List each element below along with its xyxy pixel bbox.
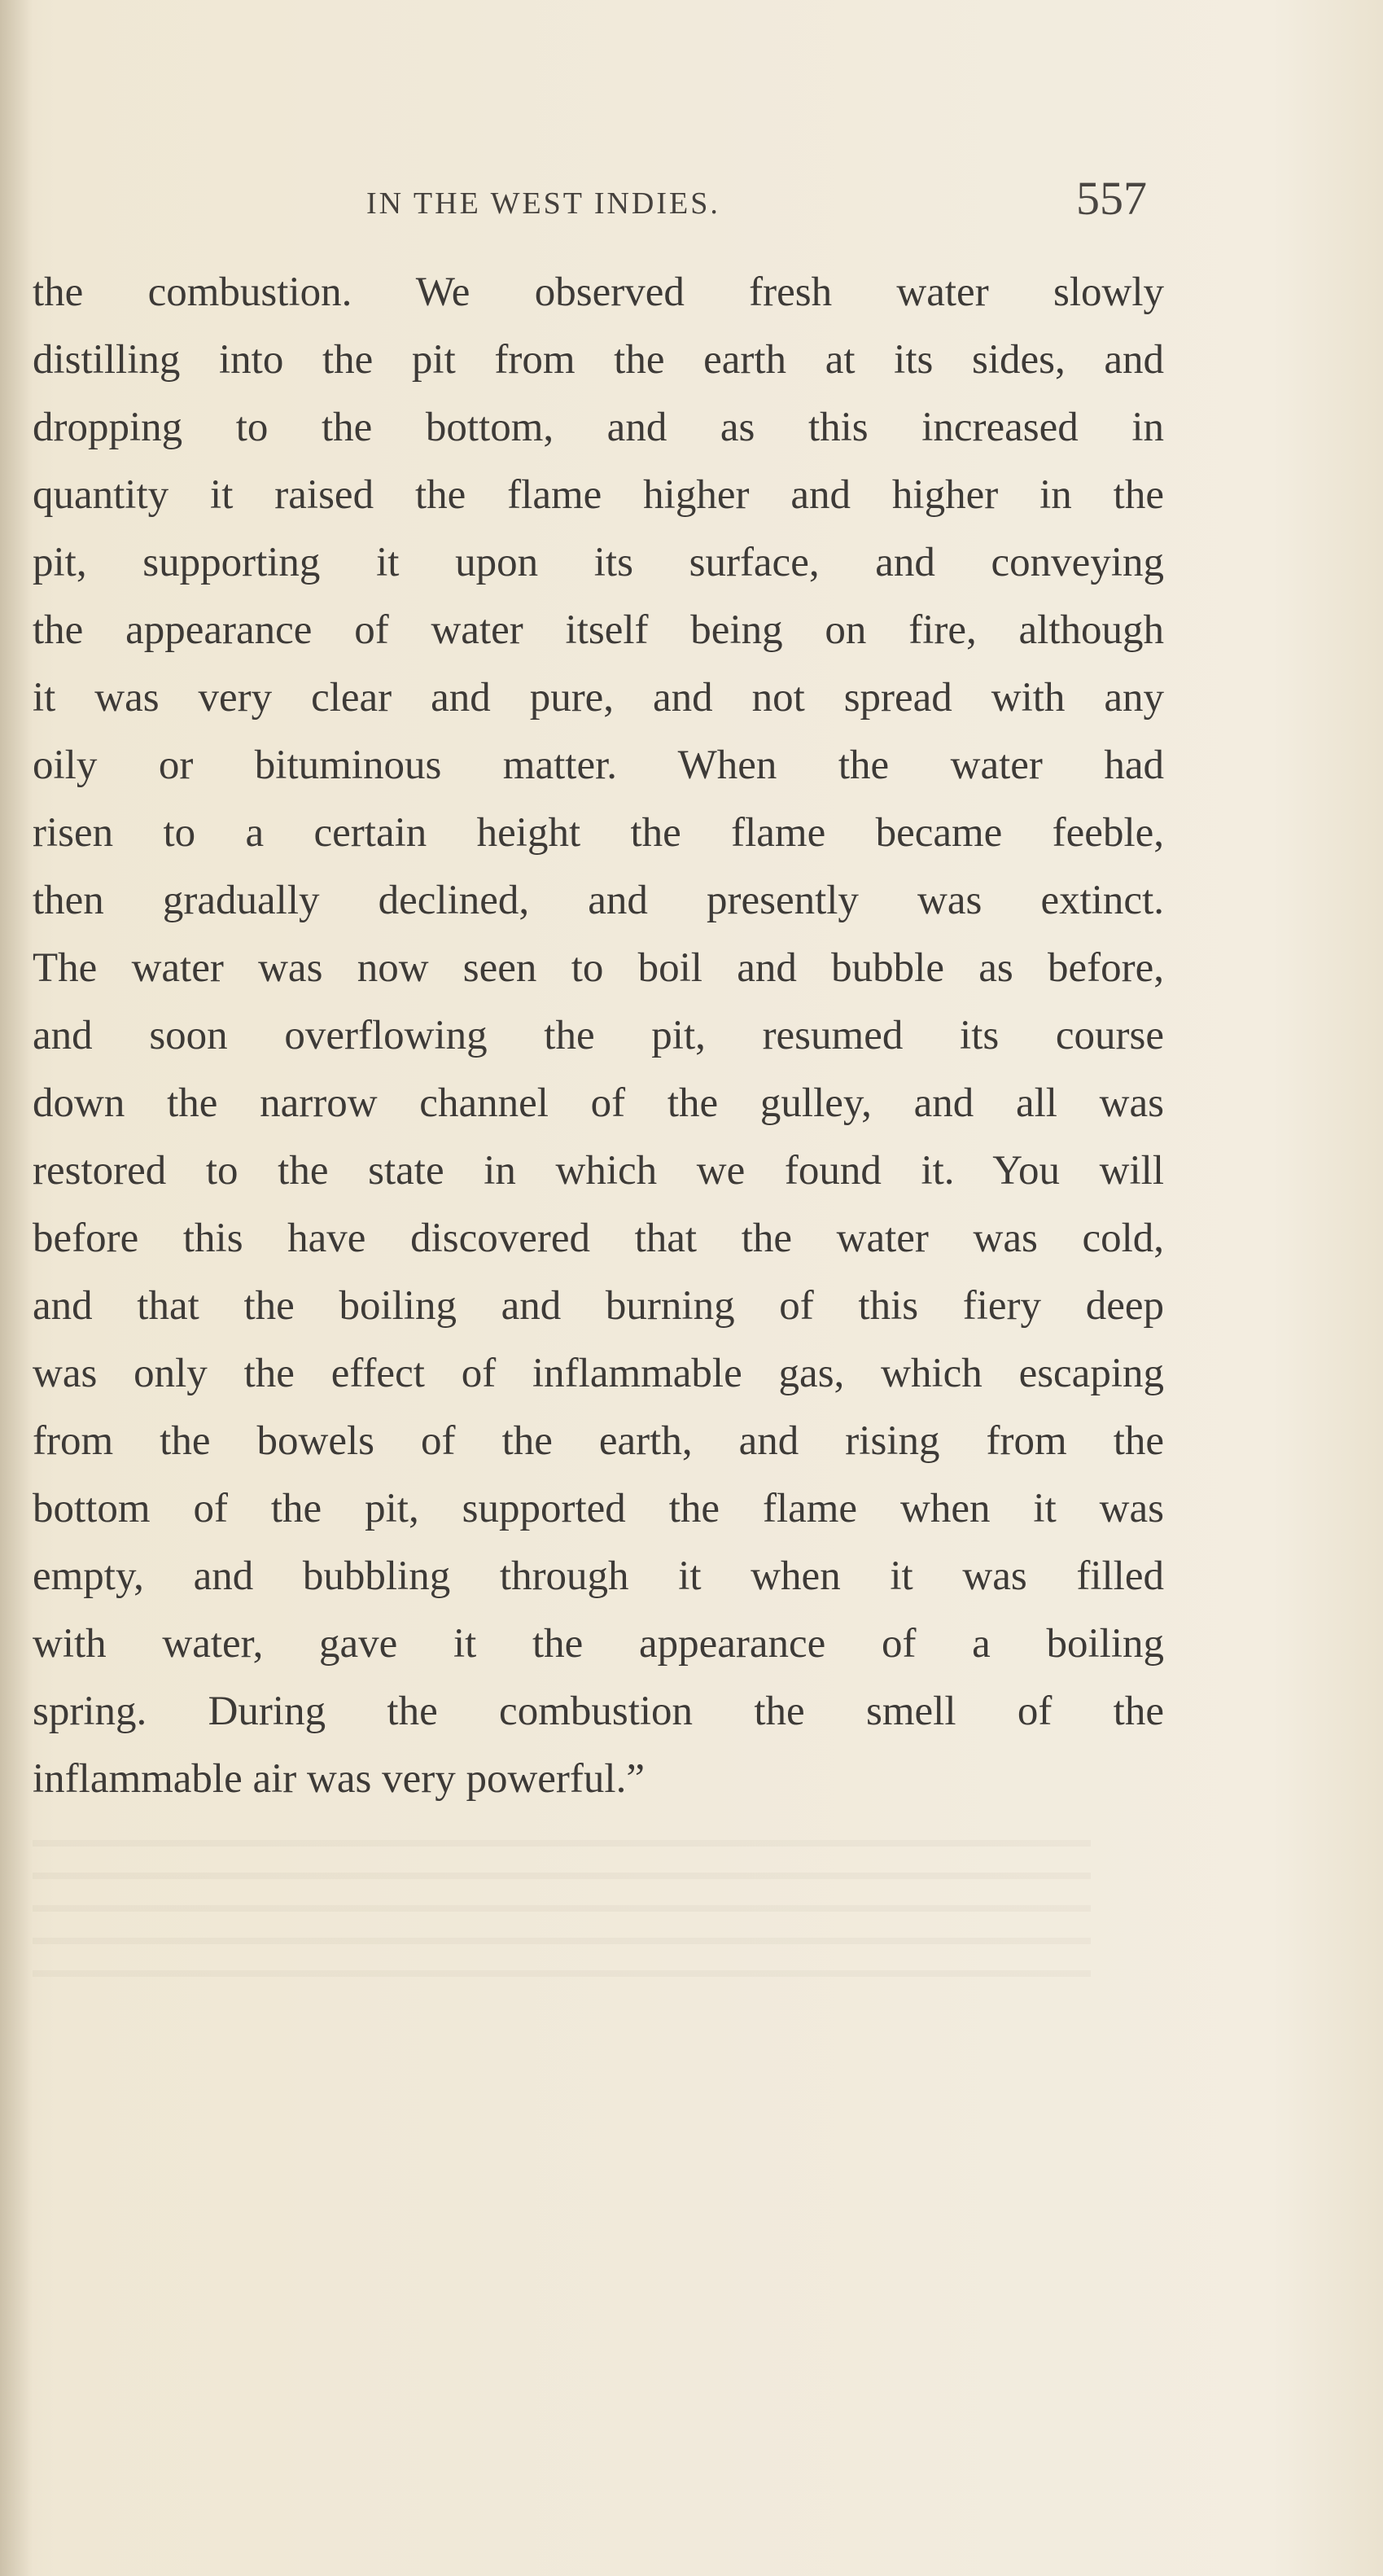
text-line: oily or bituminous matter. When the water had: [33, 743, 1164, 788]
text-line: the appearance of water itself being on fire, although: [33, 607, 1164, 653]
text-line: dropping to the bottom, and as this increased in: [33, 405, 1164, 450]
text-line: down the narrow channel of the gulley, and all was: [33, 1080, 1164, 1126]
text-line: quantity it raised the flame higher and higher in the: [33, 472, 1164, 518]
text-line: distilling into the pit from the earth at its sides, and: [33, 337, 1164, 383]
text-line: it was very clear and pure, and not spread with any: [33, 675, 1164, 721]
text-line: The water was now seen to boil and bubble as before,: [33, 945, 1164, 991]
text-line: empty, and bubbling through it when it was filled: [33, 1553, 1164, 1599]
show-through-bleed: [33, 1840, 1091, 2003]
text-line: before this have discovered that the water was cold,: [33, 1216, 1164, 1261]
text-line: risen to a certain height the flame became feeble,: [33, 810, 1164, 856]
page-number: 557: [1076, 172, 1147, 225]
text-line: with water, gave it the appearance of a boiling: [33, 1621, 1164, 1667]
running-head: [0, 171, 1383, 228]
text-line: pit, supporting it upon its surface, and conveying: [33, 540, 1164, 585]
text-line-last: inflammable air was very powerful.”: [33, 1756, 645, 1802]
text-line: spring. During the combustion the smell of the: [33, 1689, 1164, 1734]
text-line: and soon overflowing the pit, resumed its course: [33, 1013, 1164, 1058]
text-line: from the bowels of the earth, and rising from the: [33, 1418, 1164, 1464]
running-title: IN THE WEST INDIES.: [366, 186, 720, 221]
text-line: bottom of the pit, supported the flame when it was: [33, 1486, 1164, 1531]
text-line: then gradually declined, and presently was extinct.: [33, 878, 1164, 923]
page-gutter-shadow: [0, 0, 33, 2576]
body-text: [33, 259, 1164, 1813]
text-line: restored to the state in which we found it. You will: [33, 1148, 1164, 1194]
text-line: the combustion. We observed fresh water slowly: [33, 269, 1164, 315]
text-line: and that the boiling and burning of this fiery deep: [33, 1283, 1164, 1329]
text-line: was only the effect of inflammable gas, which escaping: [33, 1351, 1164, 1396]
